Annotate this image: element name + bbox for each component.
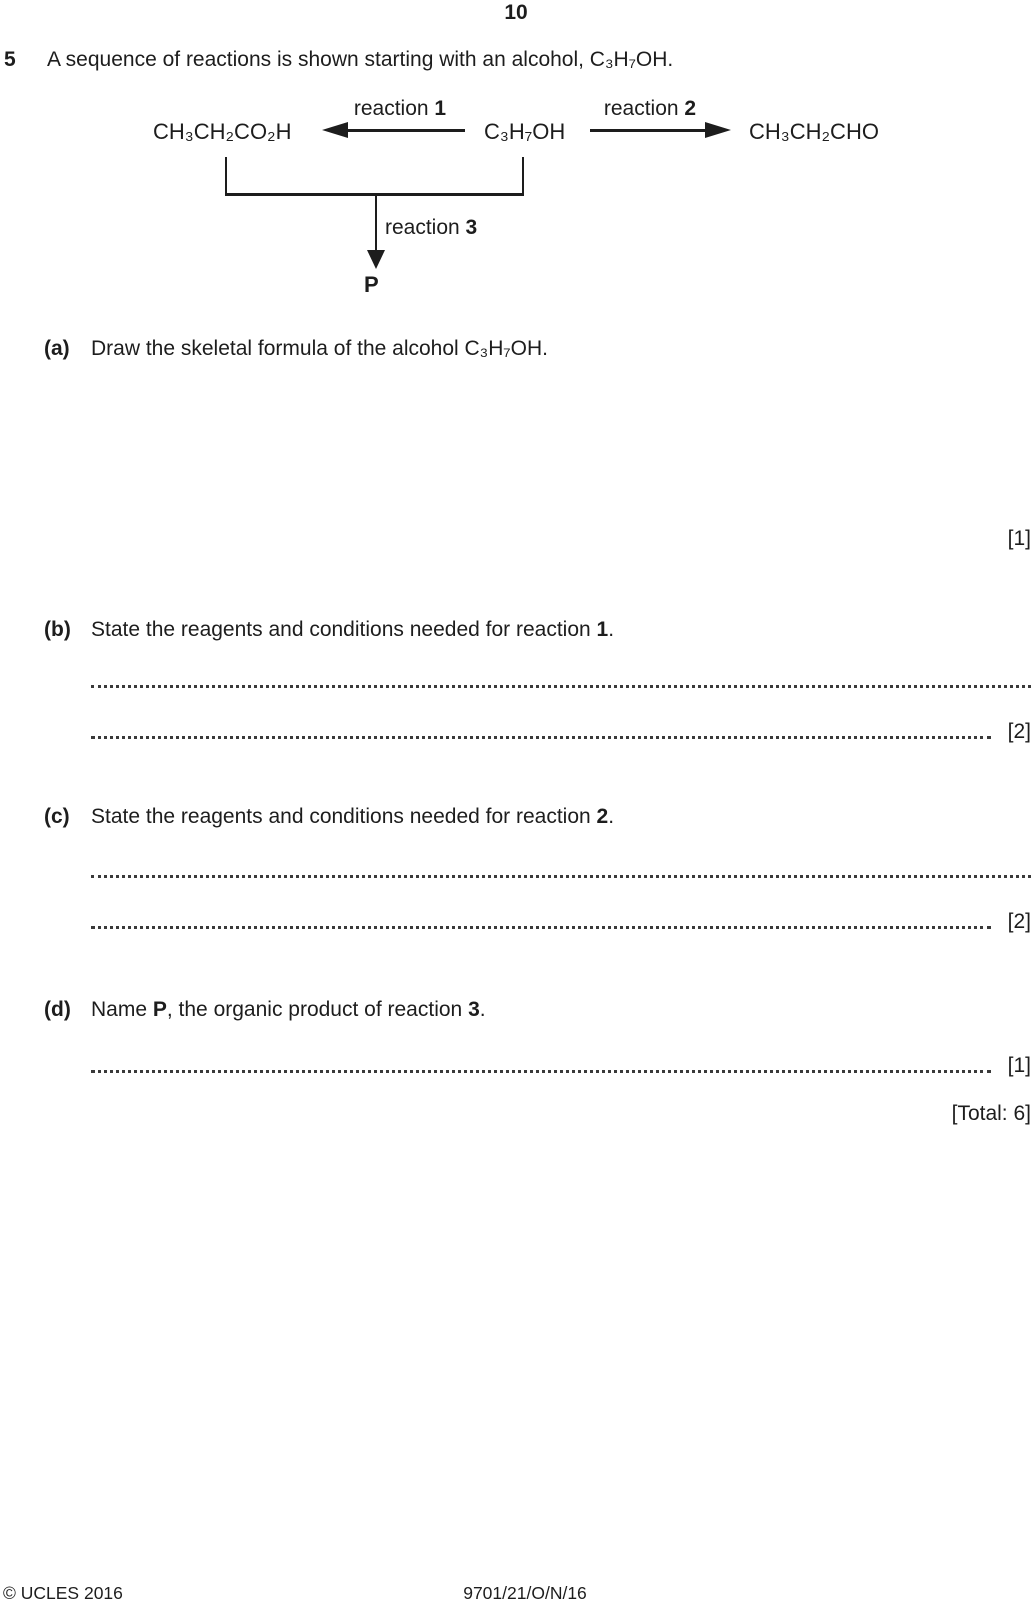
part-b-label: (b) (44, 618, 71, 641)
part-a-text: Draw the skeletal formula of the alcohol C₃H₇OH. (91, 337, 548, 360)
total-marks: [Total: 6] (951, 1102, 1031, 1125)
footer-copyright: © UCLES 2016 (3, 1583, 123, 1603)
part-c-marks: [2] (1007, 910, 1031, 933)
question-intro: A sequence of reactions is shown starting with an alcohol, C₃H₇OH. (47, 48, 674, 71)
reaction2-label: reaction 2 (603, 97, 697, 120)
reaction1-arrowhead-left-icon (322, 122, 348, 138)
reaction1-label: reaction 1 (353, 97, 447, 120)
answer-line (91, 875, 1031, 878)
diagram-formula-right: CH₃CH₂CHO (749, 119, 879, 144)
reaction3-label: reaction 3 (385, 216, 478, 239)
reaction1-arrow-shaft (338, 129, 465, 132)
answer-line (91, 736, 991, 739)
part-a-label: (a) (44, 337, 70, 360)
answer-line (91, 1070, 991, 1073)
part-c-text: State the reagents and conditions needed for reaction 2. (91, 805, 615, 828)
diagram-formula-left: CH₃CH₂CO₂H (153, 119, 292, 144)
reaction3-arrowhead-down-icon (367, 250, 385, 269)
reaction3-arrow-shaft (375, 196, 377, 252)
answer-line (91, 685, 1031, 688)
bracket-right-line (522, 157, 524, 195)
part-c-label: (c) (44, 805, 70, 828)
page-number: 10 (504, 1, 528, 24)
part-d-text: Name P, the organic product of reaction 3. (91, 998, 486, 1021)
bracket-left-line (225, 157, 227, 195)
answer-line (91, 926, 991, 929)
part-d-label: (d) (44, 998, 71, 1021)
part-d-marks: [1] (1007, 1054, 1031, 1077)
part-b-text: State the reagents and conditions needed for reaction 1. (91, 618, 615, 641)
product-label: P (364, 272, 379, 297)
reaction2-arrowhead-right-icon (705, 122, 731, 138)
footer-paper-code: 9701/21/O/N/16 (463, 1583, 587, 1603)
question-number: 5 (4, 48, 16, 71)
part-a-marks: [1] (1007, 527, 1031, 550)
diagram-formula-center: C₃H₇OH (484, 119, 566, 144)
reaction2-arrow-shaft (590, 129, 708, 132)
part-b-marks: [2] (1007, 720, 1031, 743)
